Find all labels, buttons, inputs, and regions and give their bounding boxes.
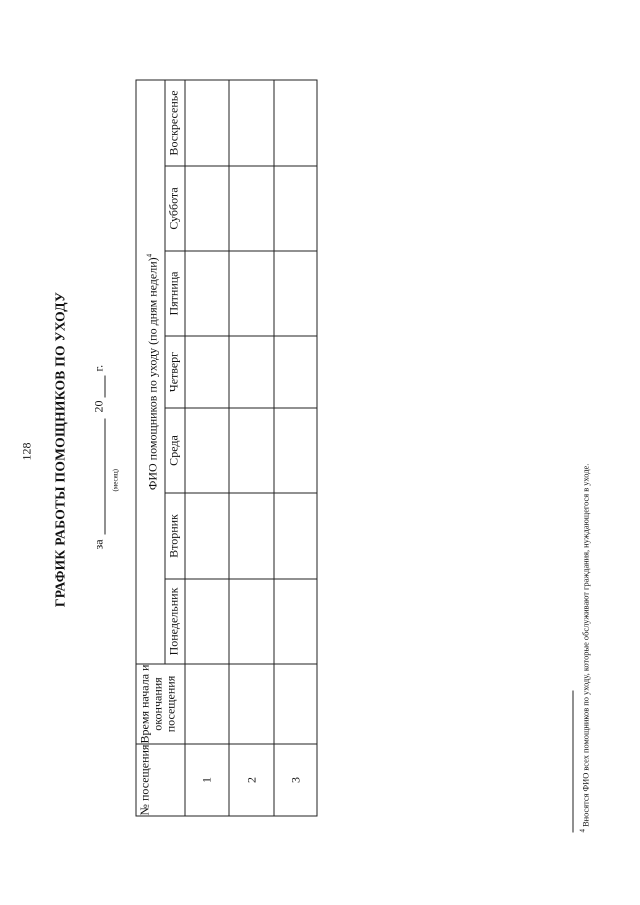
period-prefix: за xyxy=(91,539,105,550)
time-cell xyxy=(274,664,317,744)
day-cell xyxy=(185,579,229,664)
document-title: ГРАФИК РАБОТЫ ПОМОЩНИКОВ ПО УХОДУ xyxy=(52,291,67,608)
table-row xyxy=(185,80,229,816)
header-day-saturday: Суббота xyxy=(165,166,185,251)
month-blank xyxy=(104,419,105,535)
day-cell xyxy=(185,80,229,166)
table-row xyxy=(229,80,274,816)
row-number: 1 xyxy=(185,744,229,816)
header-day-friday: Пятница xyxy=(165,251,185,336)
time-cell xyxy=(185,664,229,744)
day-cell xyxy=(185,166,229,251)
time-cell xyxy=(229,664,274,744)
header-visit-time: Время начала и окончания посещения xyxy=(136,664,185,744)
year-blank xyxy=(104,376,105,398)
day-cell xyxy=(185,408,229,493)
day-cell xyxy=(185,493,229,579)
day-cell xyxy=(274,251,317,336)
day-cell xyxy=(185,336,229,408)
day-cell xyxy=(229,493,274,579)
day-cell xyxy=(274,579,317,664)
row-number: 3 xyxy=(274,744,317,816)
day-cell xyxy=(185,251,229,336)
day-cell xyxy=(274,493,317,579)
day-cell xyxy=(229,579,274,664)
schedule-table xyxy=(135,80,317,817)
day-cell xyxy=(229,408,274,493)
table-row xyxy=(274,80,317,816)
day-cell xyxy=(229,166,274,251)
header-day-thursday: Четверг xyxy=(165,336,185,408)
footnote-number: 4 xyxy=(578,829,586,833)
header-day-tuesday: Вторник xyxy=(165,493,185,579)
footnote-mark: 4 xyxy=(145,253,153,258)
day-cell xyxy=(274,80,317,166)
footnote-text: Вносятся ФИО всех помощников по уходу, которые обслуживают граждания, нуждающегося в уходе. xyxy=(580,463,590,827)
footnote xyxy=(578,193,590,833)
month-caption: (месяц) xyxy=(111,469,119,492)
day-cell xyxy=(229,336,274,408)
header-visit-number: № посещения xyxy=(136,744,185,816)
header-day-wednesday: Среда xyxy=(165,408,185,493)
year-suffix: г. xyxy=(91,364,105,372)
day-cell xyxy=(229,251,274,336)
day-cell xyxy=(274,408,317,493)
day-cell xyxy=(274,166,317,251)
page-number: 128 xyxy=(19,442,33,461)
header-caregivers: ФИО помощников по уходу (по дням недели)$^4$ xyxy=(136,80,165,664)
header-day-monday: Понедельник xyxy=(165,579,185,664)
day-cell xyxy=(274,336,317,408)
row-number: 2 xyxy=(229,744,274,816)
day-cell xyxy=(229,80,274,166)
year-prefix: 20 xyxy=(91,400,105,413)
header-day-sunday: Воскресенье xyxy=(165,80,185,166)
footnote-divider xyxy=(572,691,573,833)
